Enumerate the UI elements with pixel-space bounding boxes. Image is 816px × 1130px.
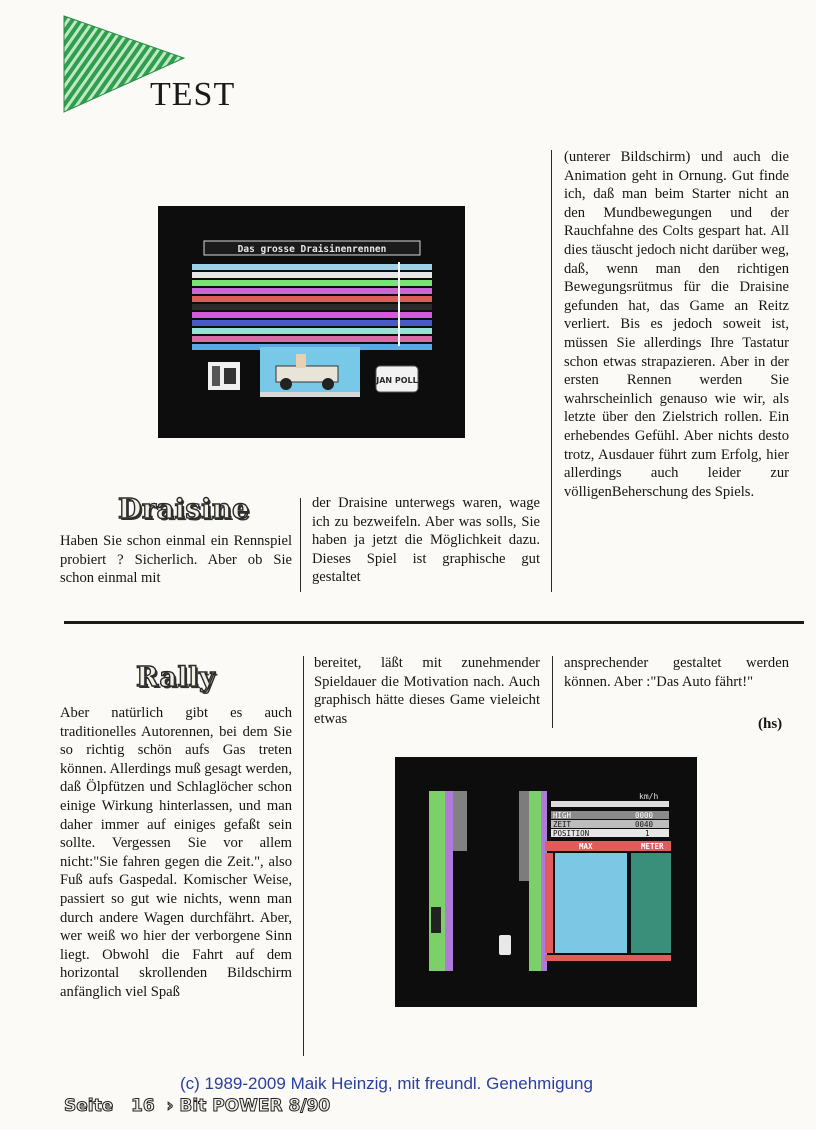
page-footer: Seite 16 › Bit POWER 8/90 (64, 1096, 331, 1116)
rally-text-2: bereitet, läßt mit zunehmender Spieldauer die Motivation nach. Auch graphisch hätte dieses Game vieleicht etwas (314, 655, 540, 727)
draisine-heading: Draisine (118, 494, 250, 525)
rally-column-3 (564, 654, 789, 691)
column-divider (303, 656, 304, 1056)
column-divider (551, 150, 552, 592)
section-divider (64, 621, 804, 624)
rally-col-right: METER (641, 842, 664, 851)
copyright-credit: (c) 1989-2009 Maik Heinzig, mit freundl. Genehmigung (180, 1074, 593, 1093)
rally-row-label: POSITION (553, 829, 590, 838)
rally-speed-label: km/h (639, 792, 659, 801)
draisine-column-2 (312, 494, 540, 587)
rally-row-value: 1 (645, 829, 650, 838)
race-tracks (192, 262, 432, 350)
draisine-car-panel (260, 347, 360, 397)
draisine-column-3 (564, 148, 789, 501)
rally-road (429, 791, 547, 971)
draisine-column-1 (60, 532, 292, 588)
rally-column-1 (60, 704, 292, 1002)
draisine-text-1: Haben Sie schon einmal ein Rennspiel probiert ? Sicherlich. Aber ob Sie schon einmal mit (60, 533, 292, 587)
draisine-text-2: der Draisine unterwegs waren, wage ich zu bezweifeln. Aber was solls, Sie haben ja jetzt die Möglichkeit dazu. Dieses Spiel ist graphische gut gestaltet (312, 495, 540, 586)
rally-text-3: ansprechender gestaltet werden können. Aber :"Das Auto fährt!" (564, 655, 789, 690)
draisine-text-3: (unterer Bildschirm) und auch die Animation geht in Ornung. Gut finde ich, daß man beim Starter nicht an den Mundbewegungen und der Rauchfahne des Colts gespart hat. All dies täuscht jedoch nicht darüber weg, daß, wenn man den richtigen Bewegungsrütmus für die Draisine gefunden hat, das Game an Reitz verliert. Bis es jedoch soweit ist, müssen Sie allerdings Ihre Tastatur schon etwas strapazieren. Aber in der ersten Rennen werden Sie wahrscheinlich genauso wie wir, als letzte über den Zielstrich rollen. Ein erhebendes Gefühl. Aber nichts desto trotz, Ausdauer führt zum Erfolg, hier allerdings auch leider zur völligenBeherschung des Spiels. (564, 149, 789, 500)
rally-column-2 (314, 654, 540, 728)
rally-screenshot (395, 757, 697, 1007)
rally-row-label: HIGH (553, 811, 572, 820)
draisine-game-title: Das grosse Draisinenrennen (237, 244, 387, 255)
rally-row-value: 0040 (635, 820, 654, 829)
rally-text-1: Aber natürlich gibt es auch traditionelles Autorennen, bei dem Sie so richtig schön aufs Gas treten können. Allerdings muß gesagt werden, daß Ölpfützen und Schlaglöcher schon einige Wirkung hinterlassen, und man daher immer auf einiges gefaßt sein sollte. Vergessen Sie vor allem nicht:"Sie fahren gegen die Zeit.", also Fuß aufs Gaspedal. Komischer Weise, passiert so gut wie nichts, wenn man durch andere Wagen durchfährt. Aber, wer weiß wo hier der verborgene Sinn liegt. Obwohl die Fahrt auf dem horizontal skrollenden Bildschirm anfänglich viel Spaß (60, 705, 292, 1000)
draisine-badge (375, 366, 418, 392)
rally-heading: Rally (136, 662, 216, 693)
rally-row-label: ZEIT (553, 820, 572, 829)
draisine-left-panel (208, 362, 240, 390)
column-divider (300, 498, 301, 592)
column-divider (552, 656, 553, 728)
draisine-screenshot (158, 206, 465, 438)
author-signature: (hs) (758, 716, 783, 732)
rally-panel (545, 792, 671, 961)
rally-col-left: MAX (579, 842, 593, 851)
section-label: TEST (150, 76, 236, 113)
draisine-badge-text: JAN POLL (376, 376, 418, 385)
rally-row-value: 0000 (635, 811, 654, 820)
